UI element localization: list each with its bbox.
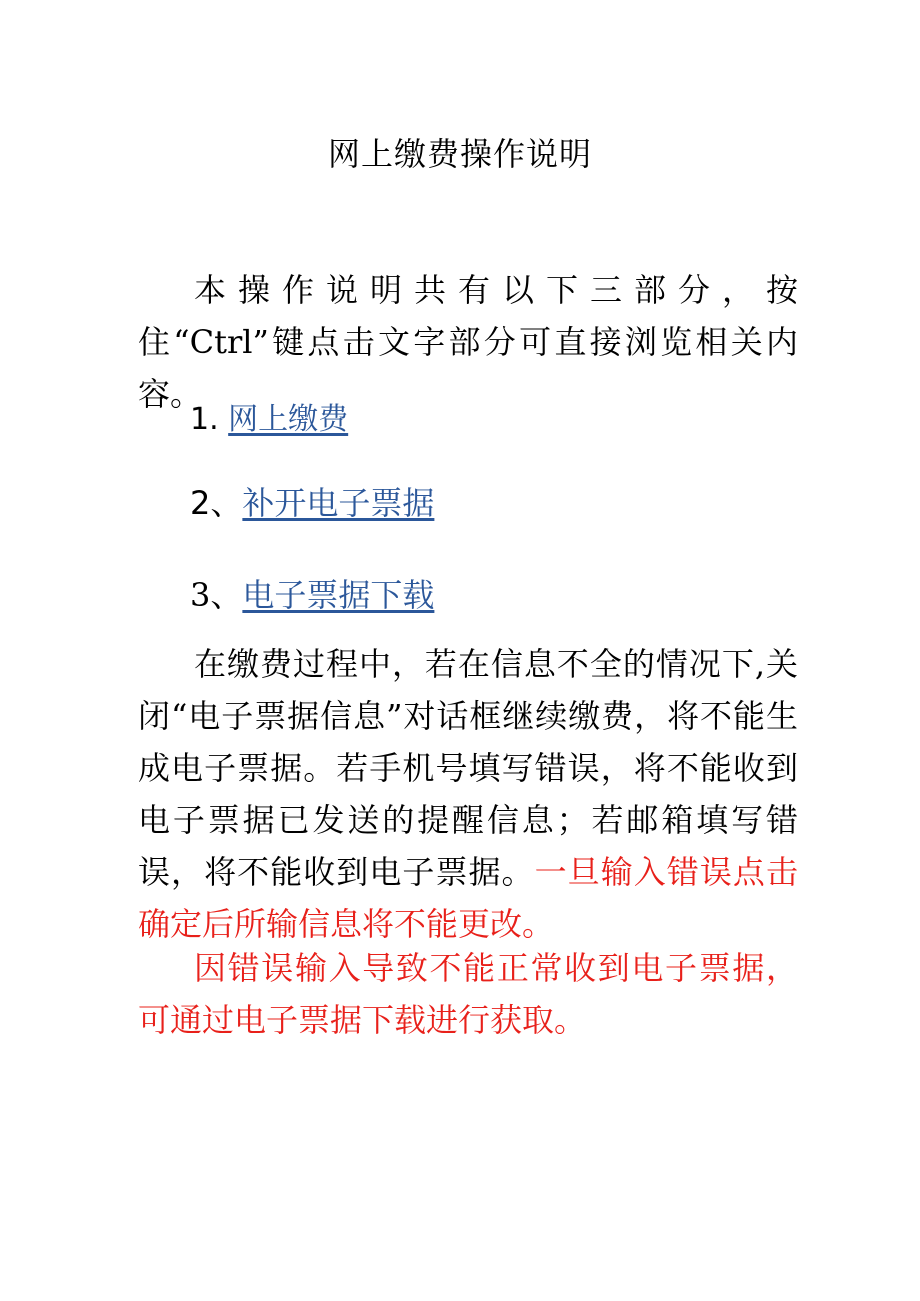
process-note-text: 在缴费过程中，若在信息不全的情况下,关闭“电子票据信息”对话框继续缴费，将不能生成电子票据。若手机号填写错误，将不能收到电子票据已发送的提醒信息；若邮箱填写错误，将不能收到电子票据。 (138, 645, 798, 891)
toc-item-reissue-receipt (190, 479, 434, 527)
payment-process-note (138, 638, 798, 950)
download-note: 因错误输入导致不能正常收到电子票据，可通过电子票据下载进行获取。 (138, 949, 798, 1039)
intro-paragraph: 本操作说明共有以下三部分，按住“Ctrl”键点击文字部分可直接浏览相关内容。 (138, 271, 798, 413)
toc-number: 1. (190, 402, 229, 437)
toc-number: 3、 (190, 576, 243, 614)
process-warning-text: 一旦输入错误点击确定后所输信息将不能更改。 (138, 853, 798, 943)
toc-item-online-payment (190, 396, 348, 444)
toc-number: 2、 (190, 484, 243, 522)
reissue-receipt-link[interactable]: 补开电子票据 (242, 484, 435, 522)
receipt-download-link[interactable]: 电子票据下载 (242, 576, 435, 614)
page-title: 网上缴费操作说明 (327, 135, 592, 173)
online-payment-link[interactable]: 网上缴费 (228, 402, 349, 437)
toc-item-receipt-download (190, 571, 434, 619)
